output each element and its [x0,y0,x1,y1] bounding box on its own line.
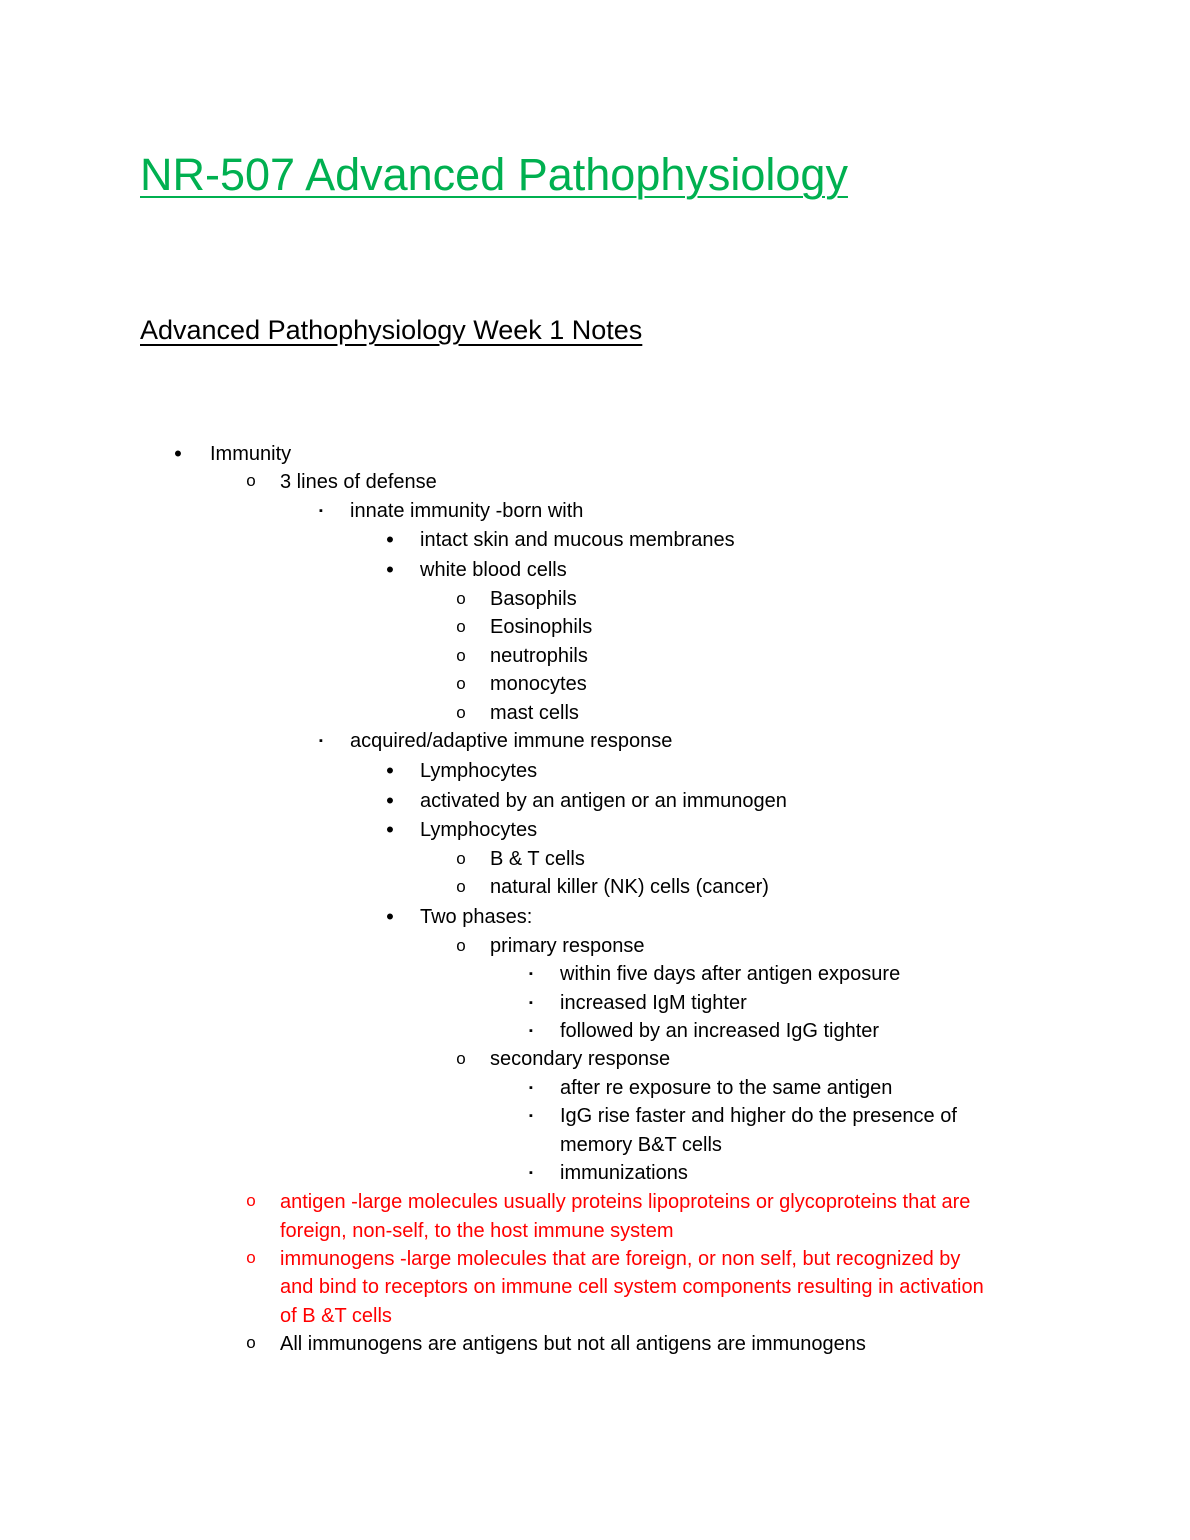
outline-item: Immunity [210,443,292,465]
outline-item: innate immunity -born with [350,500,584,522]
document-title: NR-507 Advanced Pathophysiology [140,149,848,200]
bullet-circle-icon: o [456,617,466,636]
outline-item: All immunogens are antigens but not all antigens are immunogens [280,1333,866,1355]
outline-item: mast cells [490,702,579,724]
outline-item: Lymphocytes [420,760,538,782]
bullet-square-icon: ▪ [319,505,323,517]
bullet-square-icon: ▪ [319,735,323,747]
bullet-disc-icon: • [174,441,182,466]
bullet-circle-icon: o [246,1248,256,1267]
outline-item: activated by an antigen or an immunogen [420,790,787,812]
outline-item: neutrophils [490,645,588,667]
section-heading: Advanced Pathophysiology Week 1 Notes [140,315,643,345]
bullet-disc-icon: • [386,758,394,783]
outline-item: Eosinophils [490,616,593,638]
outline-item: intact skin and mucous membranes [420,529,735,551]
outline-item: Basophils [490,588,577,610]
bullet-disc-icon: • [386,788,394,813]
outline-item: Two phases: [420,906,533,928]
outline-item: within five days after antigen exposure [560,963,901,985]
bullet-circle-icon: o [246,1333,256,1352]
outline-item: followed by an increased IgG tighter [560,1020,880,1042]
outline-item: immunizations [560,1162,688,1184]
bullet-square-icon: ▪ [529,1167,533,1179]
outline-item: acquired/adaptive immune response [350,730,673,752]
outline-item-continuation: and bind to receptors on immune cell system components resulting in activation [280,1276,984,1298]
bullet-circle-icon: o [456,703,466,722]
outline-item-continuation: memory B&T cells [560,1134,722,1156]
outline-item-continuation: of B &T cells [280,1305,392,1327]
outline-item: primary response [490,935,645,957]
outline-item: white blood cells [420,559,567,581]
bullet-circle-icon: o [456,1049,466,1068]
outline-item: after re exposure to the same antigen [560,1077,893,1099]
bullet-circle-icon: o [246,471,256,490]
bullet-square-icon: ▪ [529,1025,533,1037]
bullet-disc-icon: • [386,527,394,552]
bullet-disc-icon: • [386,557,394,582]
bullet-circle-icon: o [246,1191,256,1210]
bullet-circle-icon: o [456,589,466,608]
bullet-circle-icon: o [456,646,466,665]
outline-item-highlight: antigen -large molecules usually proteins lipoproteins or glycoproteins that are [280,1191,971,1213]
bullet-disc-icon: • [386,904,394,929]
bullet-square-icon: ▪ [529,997,533,1009]
outline-item: B & T cells [490,848,585,870]
outline-item: 3 lines of defense [280,471,437,493]
outline-item: secondary response [490,1048,671,1070]
bullet-square-icon: ▪ [529,1082,533,1094]
bullet-square-icon: ▪ [529,1110,533,1122]
bullet-circle-icon: o [456,674,466,693]
outline-item: Lymphocytes [420,819,538,841]
bullet-circle-icon: o [456,877,466,896]
outline-item: monocytes [490,673,587,695]
outline-item: increased IgM tighter [560,992,747,1014]
bullet-disc-icon: • [386,817,394,842]
bullet-circle-icon: o [456,936,466,955]
outline-item-highlight: immunogens -large molecules that are foreign, or non self, but recognized by [280,1248,961,1270]
outline-item: natural killer (NK) cells (cancer) [490,876,769,898]
outline-item-continuation: foreign, non-self, to the host immune system [280,1220,674,1242]
outline-item: IgG rise faster and higher do the presence of [560,1105,957,1127]
bullet-square-icon: ▪ [529,968,533,980]
bullet-circle-icon: o [456,849,466,868]
